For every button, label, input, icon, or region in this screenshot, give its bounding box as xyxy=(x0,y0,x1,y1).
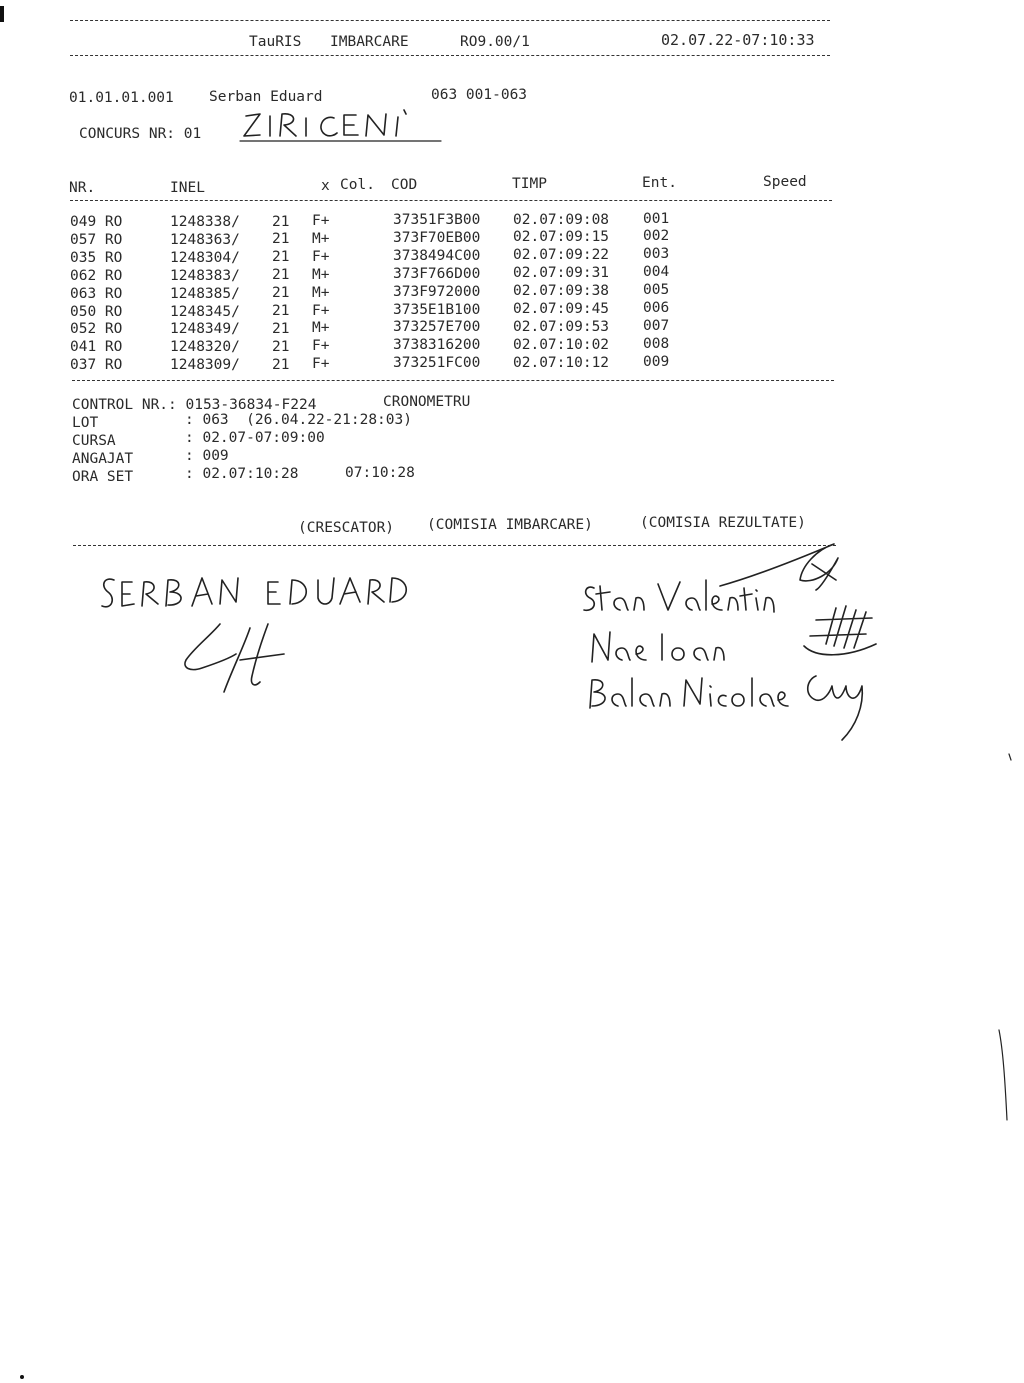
table-row xyxy=(0,353,1024,376)
cell-nr: 050 RO xyxy=(70,303,123,320)
table-row xyxy=(0,300,1024,323)
scan-edge-mark xyxy=(20,1375,24,1379)
cell-cod: 3738494C00 xyxy=(393,247,481,264)
cell-timp: 02.07:09:45 xyxy=(513,301,610,317)
breeder-signature xyxy=(180,618,310,698)
cell-year: 21 xyxy=(272,356,290,373)
table-row xyxy=(0,335,1024,358)
table-header-rule xyxy=(70,200,832,201)
cursa-label: CURSA xyxy=(72,433,116,449)
cell-ent: 004 xyxy=(643,264,670,281)
cell-inel: 1248363/ xyxy=(170,231,240,248)
cell-nr: 057 RO xyxy=(70,231,123,248)
cell-inel: 1248309/ xyxy=(170,357,240,374)
scan-edge-mark xyxy=(0,6,4,22)
cell-nr: 049 RO xyxy=(70,214,123,230)
cell-timp: 02.07:09:31 xyxy=(513,265,610,282)
owner-name: Serban Eduard xyxy=(209,89,323,105)
comisia-imbarcare-label: (COMISIA IMBARCARE) xyxy=(427,517,593,533)
cell-year: 21 xyxy=(272,338,290,355)
owner-range: 063 001-063 xyxy=(431,87,528,103)
cell-ent: 003 xyxy=(643,246,670,263)
cell-timp: 02.07:09:53 xyxy=(513,318,610,335)
cell-timp: 02.07:10:12 xyxy=(513,354,610,371)
cell-cod: 37351F3B00 xyxy=(393,212,481,228)
table-row xyxy=(0,228,1024,251)
cell-timp: 02.07:09:15 xyxy=(513,229,610,246)
cell-year: 21 xyxy=(272,249,290,266)
cell-ent: 008 xyxy=(643,335,670,352)
cell-inel: 1248385/ xyxy=(170,285,240,302)
cell-sex: F+ xyxy=(312,302,330,319)
col-cod: COD xyxy=(391,177,418,193)
cell-sex: M+ xyxy=(312,284,330,301)
cell-cod: 373F766D00 xyxy=(393,265,481,282)
col-nr: NR. xyxy=(69,180,96,196)
cell-cod: 3735E1B100 xyxy=(393,301,481,318)
cell-cod: 373251FC00 xyxy=(393,355,481,372)
cell-cod: 373F70EB00 xyxy=(393,229,481,246)
cell-nr: 035 RO xyxy=(70,249,123,266)
cell-year: 21 xyxy=(272,320,290,337)
cell-cod: 373257E700 xyxy=(393,319,481,336)
cell-sex: F+ xyxy=(312,213,330,229)
cell-nr: 052 RO xyxy=(70,321,123,338)
table-row xyxy=(0,246,1024,269)
cell-sex: M+ xyxy=(312,230,330,247)
cell-ent: 002 xyxy=(643,228,670,245)
contest-place-handwriting xyxy=(238,108,443,144)
header-bottom-rule xyxy=(70,55,830,56)
cell-ent: 001 xyxy=(643,210,670,227)
cell-ent: 005 xyxy=(643,282,670,299)
header-datetime: 02.07.22-07:10:33 xyxy=(661,31,815,49)
cell-nr: 063 RO xyxy=(70,285,123,302)
cell-sex: F+ xyxy=(312,356,330,373)
header-top-rule xyxy=(70,20,830,21)
cell-sex: F+ xyxy=(312,338,330,355)
cell-ent: 006 xyxy=(643,300,670,316)
table-row xyxy=(0,264,1024,287)
col-x: x xyxy=(321,178,330,194)
lot-value: : 063 (26.04.22-21:28:03) xyxy=(185,412,412,428)
table-row xyxy=(0,317,1024,340)
app-name: TauRIS xyxy=(249,34,302,50)
comisia-rezultate-label: (COMISIA REZULTATE) xyxy=(640,515,806,531)
cell-nr: 037 RO xyxy=(70,357,123,374)
cell-year: 21 xyxy=(272,303,290,319)
angajat-value: : 009 xyxy=(185,448,229,464)
cell-ent: 009 xyxy=(643,353,670,370)
table-bottom-rule xyxy=(72,380,834,381)
table-row xyxy=(0,282,1024,305)
contest-label: CONCURS NR: 01 xyxy=(79,126,202,142)
cell-sex: M+ xyxy=(312,266,330,283)
col-inel: INEL xyxy=(170,180,205,196)
cell-ent: 007 xyxy=(643,317,670,334)
ora-set-extra: 07:10:28 xyxy=(345,465,415,481)
owner-id: 01.01.01.001 xyxy=(69,90,174,106)
document-title: IMBARCARE xyxy=(330,34,409,50)
cell-inel: 1248345/ xyxy=(170,303,240,320)
control-number: CONTROL NR.: 0153-36834-F224 xyxy=(72,397,317,413)
cell-timp: 02.07:10:02 xyxy=(513,336,610,353)
cell-year: 21 xyxy=(272,285,290,302)
cell-year: 21 xyxy=(272,267,290,284)
cell-timp: 02.07:09:22 xyxy=(513,247,610,264)
ora-set-value: : 02.07:10:28 xyxy=(185,466,299,482)
scan-edge-line xyxy=(995,750,1015,1130)
cell-timp: 02.07:09:38 xyxy=(513,283,610,300)
form-code: RO9.00/1 xyxy=(460,34,530,50)
crescator-label: (CRESCATOR) xyxy=(298,520,395,536)
cell-nr: 062 RO xyxy=(70,267,123,284)
cell-inel: 1248320/ xyxy=(170,339,240,356)
commission-signatures xyxy=(716,536,896,746)
cell-sex: M+ xyxy=(312,320,330,337)
cursa-value: : 02.07-07:09:00 xyxy=(185,430,325,446)
col-ent: Ent. xyxy=(642,175,677,191)
control-device: CRONOMETRU xyxy=(383,394,471,410)
ora-set-label: ORA SET xyxy=(72,469,134,485)
cell-inel: 1248304/ xyxy=(170,249,240,266)
breeder-name-handwriting xyxy=(96,570,416,620)
cell-inel: 1248338/ xyxy=(170,214,240,230)
cell-year: 21 xyxy=(272,213,290,230)
cell-timp: 02.07:09:08 xyxy=(513,211,610,228)
cell-cod: 3738316200 xyxy=(393,337,481,354)
col-timp: TIMP xyxy=(512,176,547,192)
cell-inel: 1248349/ xyxy=(170,321,240,338)
table-row xyxy=(0,210,1024,233)
cell-sex: F+ xyxy=(312,248,330,265)
col-speed: Speed xyxy=(763,174,807,190)
cell-inel: 1248383/ xyxy=(170,267,240,284)
angajat-label: ANGAJAT xyxy=(72,451,134,467)
col-col: Col. xyxy=(340,177,375,193)
cell-year: 21 xyxy=(272,231,290,248)
cell-cod: 373F972000 xyxy=(393,283,481,300)
cell-nr: 041 RO xyxy=(70,339,123,356)
lot-label: LOT xyxy=(72,415,99,431)
